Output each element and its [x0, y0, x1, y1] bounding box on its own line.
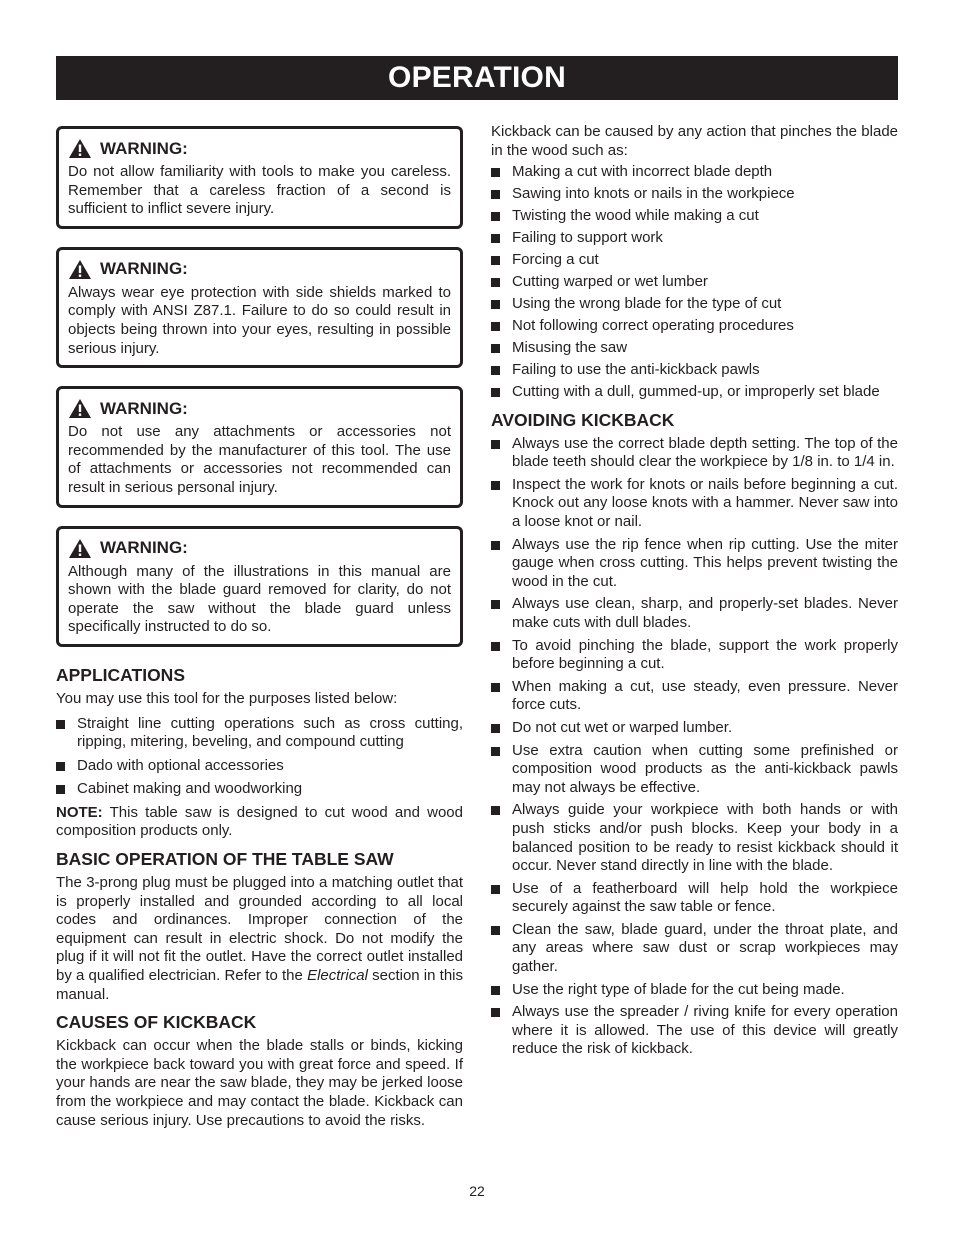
list-item: Clean the saw, blade guard, under the throat plate, and any areas where saw dust or scrap workpieces may gather. — [491, 921, 898, 977]
kickback-causes-list — [491, 163, 898, 401]
list-item: Twisting the wood while making a cut — [491, 207, 898, 226]
warning-box-1 — [56, 126, 463, 229]
causes-of-kickback-text: Kickback can occur when the blade stalls or binds, kicking the workpiece back toward you with great force and speed. If your hands are near the saw blade, they may be jerked loose from the workpiece and may contact the blade. Kickback can cause serious injury. Use precautions to avoid the risks. — [56, 1037, 463, 1129]
applications-intro: You may use this tool for the purposes listed below: — [56, 689, 398, 707]
list-item: Always guide your workpiece with both hands or with push sticks and/or push blocks. Keep your body in a balanced position to be ready to resist kickback should it occur. Never stand directly in line with the blade. — [491, 801, 898, 875]
list-item: Always use the spreader / riving knife for every operation where it is allowed. The use of this device will greatly reduce the risk of kickback. — [491, 1003, 898, 1059]
list-item: Forcing a cut — [491, 251, 898, 270]
avoiding-kickback-list — [491, 435, 898, 1059]
warning-box-2 — [56, 247, 463, 368]
section-title-banner: OPERATION — [56, 56, 898, 100]
list-item: Failing to support work — [491, 229, 898, 248]
electrical-section-ref: Electrical — [307, 967, 368, 985]
list-item: To avoid pinching the blade, support the work properly before beginning a cut. — [491, 637, 898, 674]
list-item: Inspect the work for knots or nails before beginning a cut. Knock out any loose knots with a hammer. Never saw into a loose knot or nail. — [491, 476, 898, 532]
list-item: Using the wrong blade for the type of cut — [491, 295, 898, 314]
warning-box-4 — [56, 526, 463, 647]
warning-triangle-icon — [68, 138, 92, 159]
basic-operation-text-part1: The 3-prong plug must be plugged into a matching outlet that is properly installed and grounded according to all local codes and ordinances. Improper connection of the equipment can result in electric shock. Do not modify the plug if it will not fit the outlet. Have the correct outlet installed by a qualified electrician. Refer to the — [56, 874, 463, 985]
list-item: Cabinet making and woodworking — [56, 780, 463, 799]
applications-note — [56, 804, 463, 841]
warning-heading-label: WARNING: — [100, 259, 188, 279]
list-item: Cutting with a dull, gummed-up, or improperly set blade — [491, 383, 898, 402]
list-item: Always use the correct blade depth setting. The top of the blade teeth should clear the workpiece by 1/8 in. to 1/4 in. — [491, 435, 898, 472]
list-item: Straight line cutting operations such as cross cutting, ripping, mitering, beveling, and compound cutting — [56, 715, 463, 752]
list-item: Making a cut with incorrect blade depth — [491, 163, 898, 182]
list-item: When making a cut, use steady, even pressure. Never force cuts. — [491, 678, 898, 715]
causes-of-kickback-heading: CAUSES OF KICKBACK — [56, 1012, 257, 1033]
applications-heading: APPLICATIONS — [56, 664, 185, 685]
warning-text: Do not allow familiarity with tools to make you careless. Remember that a careless fraction of a second is sufficient to inflict severe injury. — [68, 163, 451, 218]
warning-triangle-icon — [68, 398, 92, 419]
warning-heading-label: WARNING: — [100, 138, 188, 158]
warning-heading-label: WARNING: — [100, 398, 188, 418]
note-label: NOTE: — [56, 803, 103, 821]
warning-text: Always wear eye protection with side shields marked to comply with ANSI Z87.1. Failure to do so could result in objects being thrown into your eyes, resulting in possible serious injury. — [68, 283, 451, 357]
note-text: This table saw is designed to cut wood and wood composition products only. — [56, 803, 463, 840]
warning-triangle-icon — [68, 538, 92, 559]
avoiding-kickback-heading: AVOIDING KICKBACK — [491, 409, 675, 430]
list-item: Sawing into knots or nails in the workpiece — [491, 185, 898, 204]
left-column — [56, 126, 463, 1130]
right-column — [491, 123, 898, 1063]
applications-list — [56, 715, 463, 799]
kickback-causes-intro: Kickback can be caused by any action that pinches the blade in the wood such as: — [491, 123, 898, 159]
list-item: Dado with optional accessories — [56, 757, 463, 776]
warning-heading — [68, 398, 451, 419]
warning-box-3 — [56, 386, 463, 507]
list-item: Always use clean, sharp, and properly-set blades. Never make cuts with dull blades. — [491, 595, 898, 632]
basic-operation-heading: BASIC OPERATION OF THE TABLE SAW — [56, 849, 394, 870]
list-item: Do not cut wet or warped lumber. — [491, 719, 898, 738]
warning-text: Do not use any attachments or accessories not recommended by the manufacturer of this tool. The use of attachments or accessories not recommended can result in serious personal injury. — [68, 423, 451, 496]
warning-text: Although many of the illustrations in this manual are shown with the blade guard removed for clarity, do not operate the saw without the blade guard unless specifically instructed to do so. — [68, 562, 451, 636]
basic-operation-text-part2: section in this manual. — [56, 967, 464, 1003]
list-item: Not following correct operating procedures — [491, 317, 898, 336]
warning-heading — [68, 538, 451, 559]
list-item: Use extra caution when cutting some prefinished or composition wood products as the anti-kickback pawls may not always be effective. — [491, 742, 898, 798]
list-item: Misusing the saw — [491, 339, 898, 358]
page-number: 22 — [469, 1183, 485, 1199]
list-item: Failing to use the anti-kickback pawls — [491, 361, 898, 380]
warning-heading — [68, 259, 451, 280]
warning-heading-label: WARNING: — [100, 538, 188, 558]
warning-heading — [68, 138, 451, 159]
list-item: Always use the rip fence when rip cutting. Use the miter gauge when cross cutting. This helps prevent twisting the wood in the cut. — [491, 536, 898, 592]
list-item: Use the right type of blade for the cut being made. — [491, 981, 898, 1000]
basic-operation-text — [56, 874, 463, 1004]
list-item: Use of a featherboard will help hold the workpiece securely against the saw table or fence. — [491, 880, 898, 917]
list-item: Cutting warped or wet lumber — [491, 273, 898, 292]
warning-triangle-icon — [68, 259, 92, 280]
